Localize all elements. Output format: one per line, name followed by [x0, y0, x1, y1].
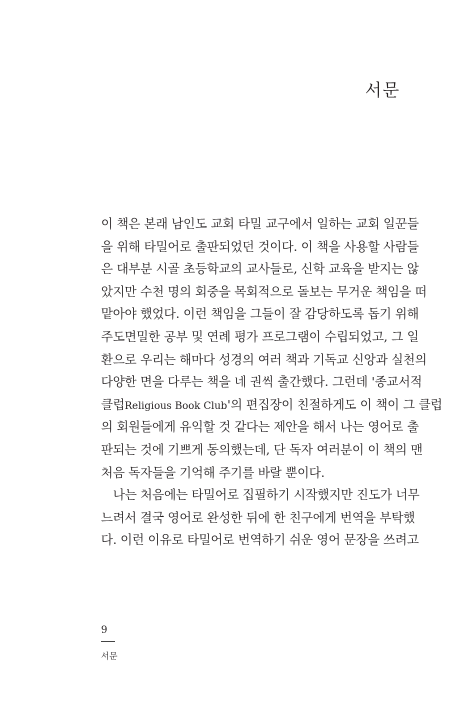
text-line: 다양한 면을 다루는 책을 네 권씩 출간했다. 그런데 '종교서적: [101, 374, 423, 390]
paragraph-1: [101, 213, 443, 484]
text-line: 느려서 결국 영어로 완성한 뒤에 한 친구에게 번역을 부탁했: [101, 509, 415, 525]
text-line: 을 위해 타밀어로 출판되었던 것이다. 이 책을 사용할 사람들: [101, 238, 419, 254]
text-line: 이 책은 본래 남인도 교회 타밀 교구에서 일하는 교회 일꾼들: [101, 216, 419, 231]
text-line: 다. 이런 이유로 타밀어로 번역하기 쉬운 영어 문장을 쓰려고: [101, 532, 419, 548]
text-line: 환으로 우리는 해마다 성경의 여러 책과 기독교 신앙과 실천의: [101, 351, 427, 367]
text-segment: 클럽: [101, 396, 125, 412]
chapter-title: 서문: [365, 81, 400, 101]
paragraph-2: [101, 484, 420, 552]
text-line: 의 회원들에게 유익할 것 같다는 제안을 해서 나는 영어로 출: [101, 419, 419, 435]
text-line: 맡아야 했었다. 이런 책임을 그들이 잘 감당하도록 돕기 위해: [101, 306, 419, 322]
text-line: 판되는 것에 기쁘게 동의했는데, 단 독자 여러분이 이 책의 맨: [101, 441, 423, 457]
page-number: 9: [101, 625, 108, 636]
body-text: [101, 213, 443, 552]
text-line: 주도면밀한 공부 및 연례 평가 프로그램이 수립되었고, 그 일: [101, 328, 419, 344]
text-line: 은 대부분 시골 초등학교의 교사들로, 신학 교육을 받지는 않: [101, 261, 419, 277]
running-head: 서문: [101, 652, 118, 662]
text-line: [101, 394, 443, 417]
latin-text-segment: Religious Book Club: [124, 400, 228, 412]
folio-divider: [101, 641, 115, 642]
text-line: 았지만 수천 명의 회중을 목회적으로 돌보는 무거운 책임을 떠: [101, 283, 427, 299]
text-line: 처음 독자들을 기억해 주기를 바랄 뿐이다.: [101, 464, 325, 480]
text-segment: '의 편집장이 친절하게도 이 책이 그 클럽: [227, 396, 443, 412]
text-line: 나는 처음에는 타밀어로 집필하기 시작했지만 진도가 너무: [113, 487, 420, 503]
